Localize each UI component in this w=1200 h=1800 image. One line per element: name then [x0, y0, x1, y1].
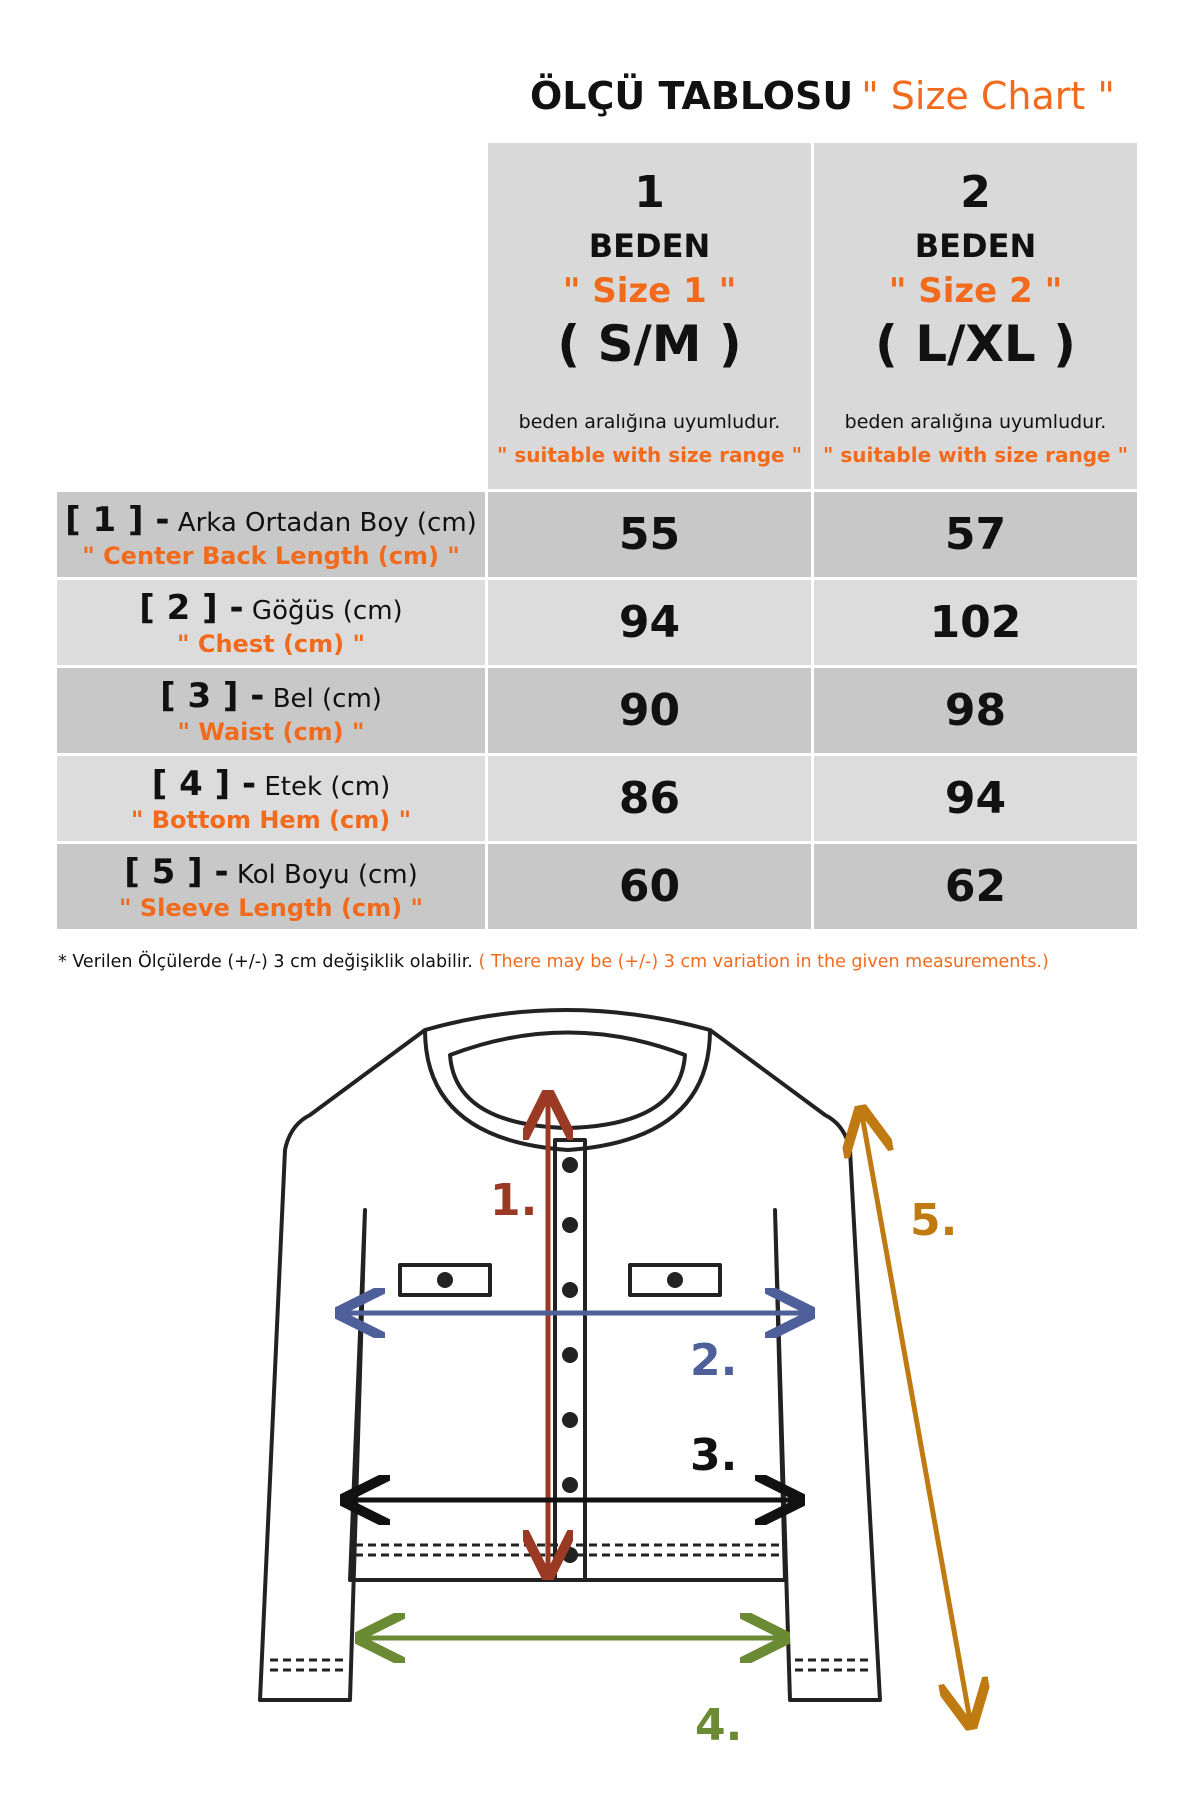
- size-label-en: " Size 1 ": [562, 271, 737, 312]
- footnote: [58, 952, 1158, 972]
- value-cell: 90: [488, 668, 811, 753]
- measurement-label: [57, 844, 485, 929]
- note-turkish: beden aralığına uyumludur.: [844, 411, 1107, 434]
- value-cell: 102: [814, 580, 1137, 665]
- measure-arrow-4: [365, 1638, 780, 1751]
- row-index: [ 1 ] -: [65, 499, 170, 540]
- measure-label-4: 4.: [695, 1700, 743, 1751]
- beden-label: BEDEN: [588, 227, 711, 266]
- measure-label-2: 2.: [690, 1335, 738, 1386]
- measurement-label: [57, 492, 485, 577]
- row-index: [ 5 ] -: [124, 851, 229, 892]
- measurement-label: [57, 668, 485, 753]
- header-blank-cell: [57, 143, 485, 489]
- size-column-header: [488, 143, 811, 489]
- value-cell: 94: [488, 580, 811, 665]
- note-english: " suitable with size range ": [822, 443, 1129, 468]
- label-turkish: Göğüs (cm): [251, 595, 403, 626]
- garment-diagram: [150, 1000, 1030, 1780]
- row-index: [ 3 ] -: [160, 675, 265, 716]
- label-turkish: Arka Ortadan Boy (cm): [177, 507, 477, 538]
- size-number: 1: [634, 166, 665, 218]
- measure-label-5: 5.: [910, 1195, 958, 1246]
- size-number: 2: [960, 166, 991, 218]
- row-index: [ 2 ] -: [139, 587, 244, 628]
- size-range: ( S/M ): [557, 315, 742, 374]
- value-cell: 98: [814, 668, 1137, 753]
- footnote-turkish: * Verilen Ölçülerde (+/-) 3 cm değişiklik olabilir.: [58, 952, 473, 972]
- size-table: [54, 140, 1140, 932]
- label-english: " Waist (cm) ": [177, 717, 365, 746]
- size-label-en: " Size 2 ": [888, 271, 1063, 312]
- label-turkish: Bel (cm): [272, 683, 382, 714]
- page-title: [530, 74, 1150, 134]
- table-row: [57, 580, 1137, 665]
- measure-label-3: 3.: [690, 1430, 738, 1481]
- note-english: " suitable with size range ": [496, 443, 803, 468]
- measurement-label: [57, 580, 485, 665]
- table-row: [57, 756, 1137, 841]
- value-cell: 55: [488, 492, 811, 577]
- label-english: " Bottom Hem (cm) ": [130, 805, 412, 834]
- value-cell: 57: [814, 492, 1137, 577]
- measurement-label: [57, 756, 485, 841]
- title-english: " Size Chart ": [861, 74, 1115, 118]
- row-index: [ 4 ] -: [151, 763, 257, 804]
- table-row: [57, 492, 1137, 577]
- table-row: [57, 844, 1137, 929]
- footnote-english: ( There may be (+/-) 3 cm variation in the given measurements.): [478, 952, 1049, 972]
- measure-label-1: 1.: [490, 1175, 538, 1226]
- label-english: " Chest (cm) ": [177, 629, 365, 658]
- label-turkish: Kol Boyu (cm): [236, 859, 418, 890]
- note-turkish: beden aralığına uyumludur.: [518, 411, 781, 434]
- value-cell: 62: [814, 844, 1137, 929]
- size-range: ( L/XL ): [874, 315, 1077, 374]
- beden-label: BEDEN: [914, 227, 1037, 266]
- value-cell: 60: [488, 844, 811, 929]
- label-english: " Center Back Length (cm) ": [82, 541, 460, 570]
- value-cell: 86: [488, 756, 811, 841]
- table-row: [57, 668, 1137, 753]
- measure-arrow-5: [862, 1115, 970, 1720]
- label-turkish: Etek (cm): [264, 771, 391, 802]
- table-header-row: [57, 143, 1137, 489]
- title-turkish: ÖLÇÜ TABLOSU: [530, 74, 854, 118]
- value-cell: 94: [814, 756, 1137, 841]
- size-column-header: [814, 143, 1137, 489]
- label-english: " Sleeve Length (cm) ": [119, 893, 423, 922]
